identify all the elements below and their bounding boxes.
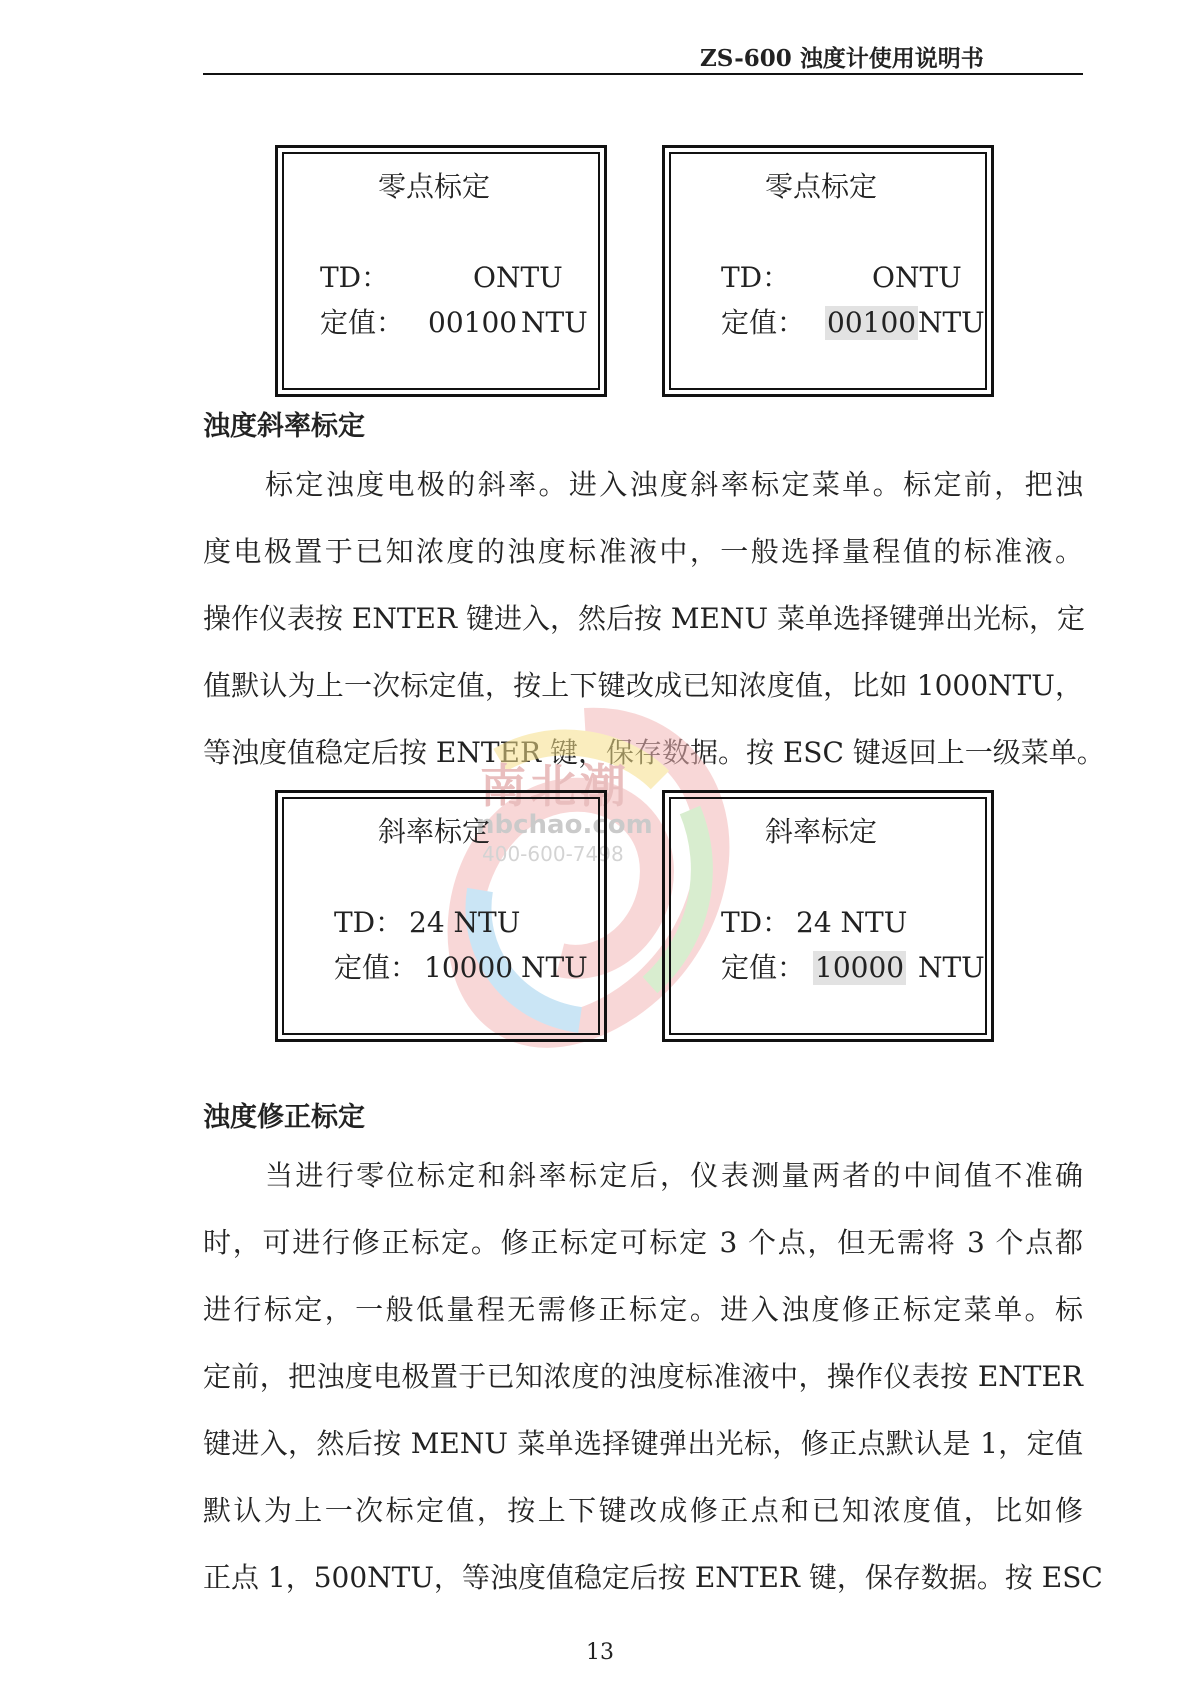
lcd-td-label: TD：: [721, 261, 791, 294]
paragraph-line: 默认为上一次标定值，按上下键改成修正点和已知浓度值，比如修: [203, 1494, 1083, 1527]
lcd-set-value: 10000: [424, 951, 514, 984]
watermark-domain: nbchao.com: [476, 810, 653, 840]
lcd-zero-calibration-2: [662, 145, 994, 397]
watermark-phone: 400-600-7498: [482, 842, 624, 866]
paragraph-line: 进行标定，一般低量程无需修正标定。进入浊度修正标定菜单。标: [203, 1293, 1083, 1326]
lcd-td-label: TD：: [320, 261, 390, 294]
paragraph-line: 操作仪表按 ENTER 键进入，然后按 MENU 菜单选择键弹出光标，定: [203, 602, 1085, 635]
lcd-zero-calibration-1: [275, 145, 607, 397]
lcd-set-label: 定值：: [721, 951, 806, 984]
paragraph-line: 键进入，然后按 MENU 菜单选择键弹出光标，修正点默认是 1，定值: [203, 1427, 1083, 1460]
watermark-brand: 南北潮: [480, 759, 630, 813]
lcd-title: 零点标定: [765, 170, 878, 203]
paragraph-line: 度电极置于已知浓度的浊度标准液中，一般选择量程值的标准液。: [203, 535, 1083, 568]
header-rule: [203, 73, 1083, 75]
paragraph-line: 正点 1，500NTU，等浊度值稳定后按 ENTER 键，保存数据。按 ESC: [203, 1561, 1103, 1594]
paragraph-line: 时，可进行修正标定。修正标定可标定 3 个点，但无需将 3 个点都: [203, 1226, 1083, 1259]
lcd-td-value: ONTU: [473, 261, 563, 294]
lcd-td-label: TD：: [334, 906, 404, 939]
paragraph-line: 标定浊度电极的斜率。进入浊度斜率标定菜单。标定前，把浊: [265, 468, 1083, 501]
lcd-set-value: 00100: [428, 306, 518, 339]
lcd-set-unit: NTU: [918, 951, 985, 984]
lcd-td-value: 24 NTU: [796, 906, 908, 939]
paragraph-slope: [203, 451, 1105, 786]
lcd-title: 斜率标定: [765, 815, 878, 848]
lcd-set-unit: NTU: [521, 951, 588, 984]
lcd-set-unit: NTU: [521, 306, 588, 339]
section-heading-slope: 浊度斜率标定: [203, 411, 365, 442]
paragraph-line: 定前，把浊度电极置于已知浓度的浊度标准液中，操作仪表按 ENTER: [203, 1360, 1083, 1393]
lcd-slope-calibration-1: [275, 790, 607, 1042]
lcd-td-value: 24 NTU: [409, 906, 521, 939]
lcd-td-value: ONTU: [872, 261, 962, 294]
lcd-set-label: 定值：: [334, 951, 419, 984]
lcd-set-value-highlighted: 00100: [827, 306, 917, 339]
lcd-set-value-highlighted: 10000: [815, 951, 905, 984]
lcd-set-label: 定值：: [721, 306, 806, 339]
lcd-td-label: TD：: [721, 906, 791, 939]
lcd-title: 斜率标定: [378, 815, 491, 848]
lcd-set-label: 定值：: [320, 306, 405, 339]
paragraph-correction: [203, 1142, 1103, 1611]
paragraph-line: 当进行零位标定和斜率标定后，仪表测量两者的中间值不准确: [265, 1159, 1083, 1192]
page-number: 13: [586, 1640, 614, 1665]
section-heading-correction: 浊度修正标定: [203, 1102, 365, 1133]
paragraph-line: 等浊度值稳定后按 ENTER 键，保存数据。按 ESC 键返回上一级菜单。: [203, 736, 1105, 769]
lcd-slope-calibration-2: [662, 790, 994, 1042]
lcd-title: 零点标定: [378, 170, 491, 203]
paragraph-line: 值默认为上一次标定值，按上下键改成已知浓度值，比如 1000NTU，: [203, 669, 1083, 702]
header-title: ZS-600 浊度计使用说明书: [700, 45, 984, 72]
lcd-set-unit: NTU: [918, 306, 985, 339]
